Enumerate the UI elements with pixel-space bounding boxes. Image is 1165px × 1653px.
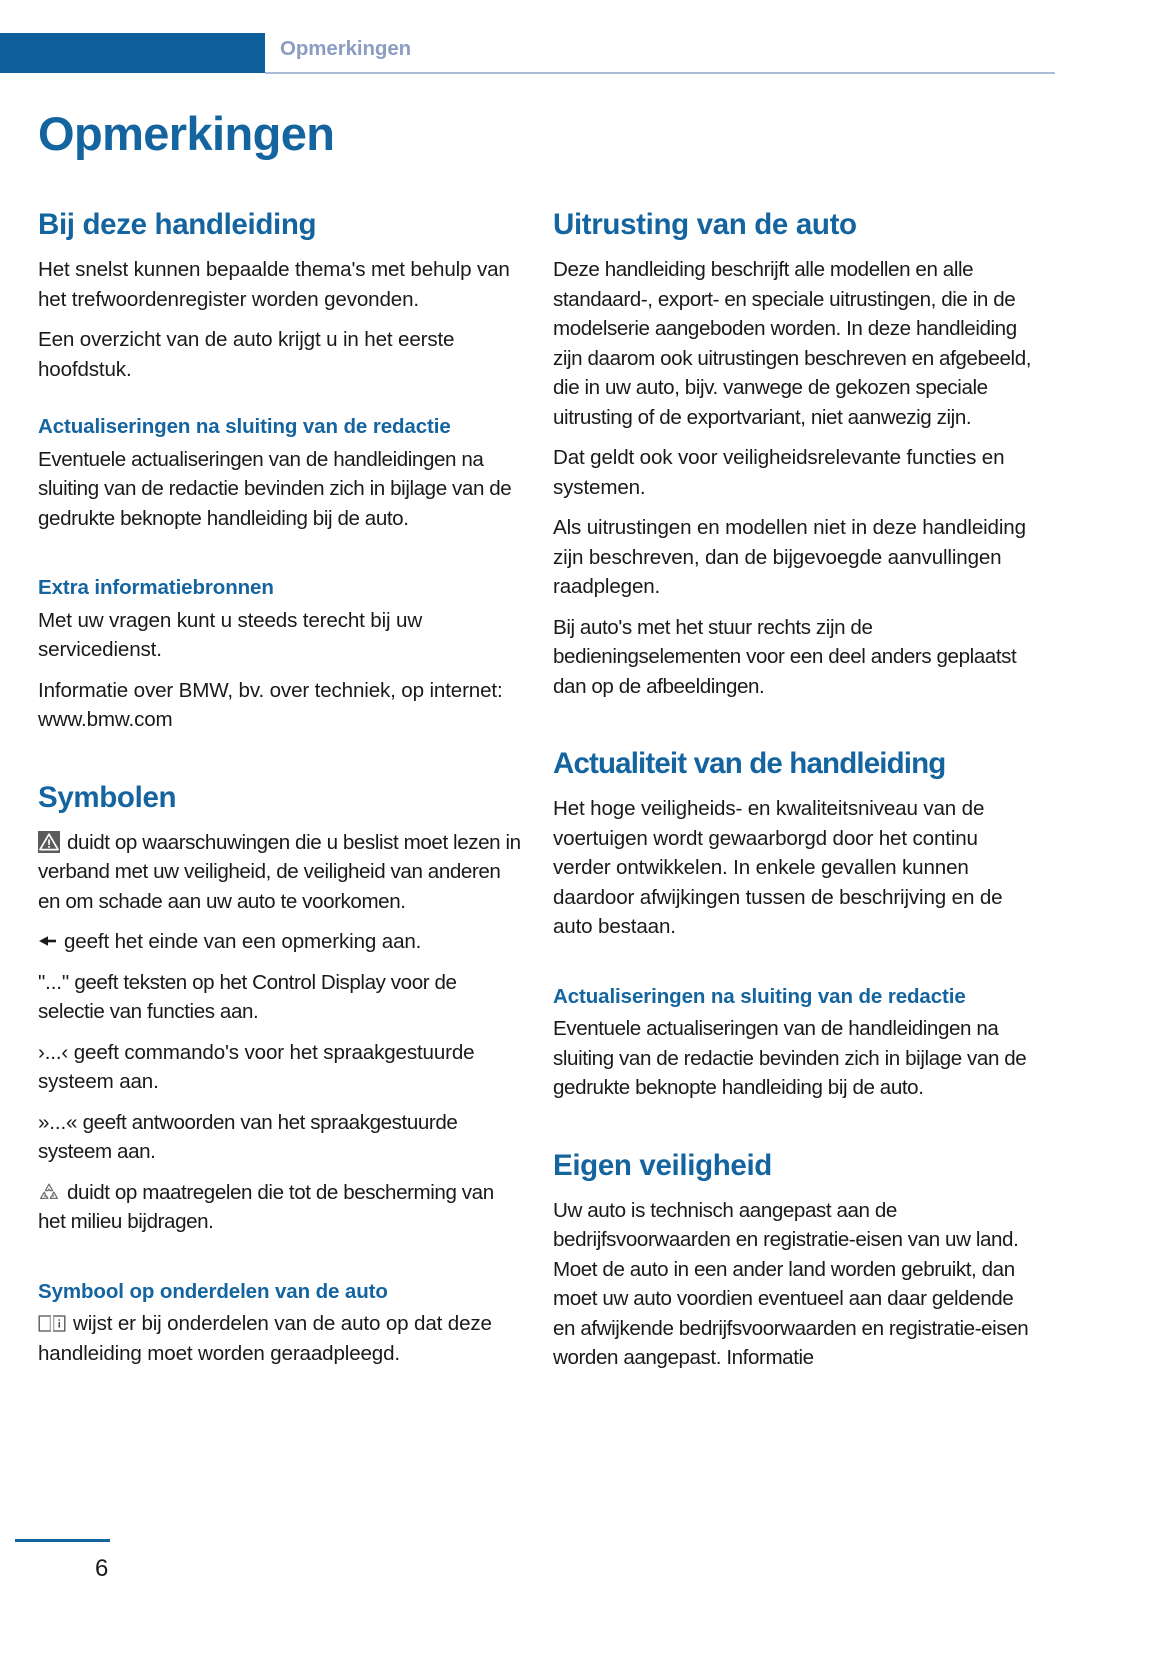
running-header-rule <box>265 72 1055 74</box>
paragraph: Uw auto is technisch aangepast aan de bedrijfsvoorwaarden en registratie-eisen van uw land. Moet de auto in een ander land worden gebruikt, dan moet uw auto voordien eventueel aan daar geldende en afwijkende bedrijfsvoorwaarden en registratie-eisen worden aangepast. Informatie <box>553 1198 1029 1369</box>
spacer <box>38 395 523 414</box>
section-heading: Bij deze handleiding <box>38 208 317 241</box>
paragraph: Eventuele actualiseringen van de handleidingen na sluiting van de redactie bevinden zich in bijlage van de gedrukte beknopte handleiding bij de auto. <box>38 447 512 530</box>
spacer <box>553 953 1038 984</box>
double-quote-glyph: "..." <box>38 970 70 994</box>
spacer <box>38 1248 523 1279</box>
double-guillemet-glyph: »...« <box>38 1110 78 1134</box>
open-book-info-icon <box>38 1313 66 1334</box>
symbol-text: duidt op waarschuwingen die u beslist moet lezen in verband met uw veiligheid, de veiligheid van anderen en om schade aan uw auto te voorkomen. <box>38 830 521 913</box>
section-heading: Actualiteit van de handleiding <box>553 747 946 780</box>
section-symbolen <box>38 781 523 1369</box>
paragraph: Eventuele actualiseringen van de handleidingen na sluiting van de redactie bevinden zich in bijlage van de gedrukte beknopte handleiding bij de auto. <box>553 1017 1027 1099</box>
symbol-list-item <box>38 927 523 957</box>
symbol-list-item <box>38 968 523 1027</box>
subsection-heading: Actualiseringen na sluiting van de redactie <box>38 415 451 438</box>
subsection-heading: Actualiseringen na sluiting van de redactie <box>553 984 966 1008</box>
section-bij-deze-handleiding <box>38 208 523 735</box>
symbol-text: geeft teksten op het Control Display voor de selectie van functies aan. <box>38 970 457 1023</box>
symbol-list-item <box>38 1178 523 1237</box>
spacer <box>38 544 523 575</box>
paragraph: Het hoge veiligheids- en kwaliteitsniveau van de voertuigen wordt gewaarborgd door het continu verder ontwikkelen. In enkele gevallen kunnen daardoor afwijkingen tussen de beschrijving en de auto bestaan. <box>553 797 1003 938</box>
symbol-list-item <box>38 1309 523 1368</box>
symbol-list-item <box>38 1108 523 1167</box>
paragraph: Bij auto's met het stuur rechts zijn de bedieningselementen voor een deel anders geplaatst dan op de afbeeldingen. <box>553 615 1017 698</box>
section-uitrusting-van-de-auto <box>553 208 1038 701</box>
symbol-text: geeft commando's voor het spraakgestuurde systeem aan. <box>38 1040 475 1093</box>
symbol-text: wijst er bij onderdelen van de auto op dat deze handleiding moet worden geraadpleegd. <box>38 1312 492 1365</box>
symbol-text: geeft antwoorden van het spraakgestuurde systeem aan. <box>38 1110 458 1163</box>
section-heading: Eigen veiligheid <box>553 1148 772 1182</box>
symbol-list-item <box>38 828 523 917</box>
paragraph: Het snelst kunnen bepaalde thema's met behulp van het trefwoordenregister worden gevonden. <box>38 258 510 311</box>
paragraph: Met uw vragen kunt u steeds terecht bij uw servicedienst. <box>38 608 423 661</box>
section-actualiteit-van-de-handleiding <box>553 747 1038 1103</box>
symbol-text: geeft het einde van een opmerking aan. <box>64 930 422 953</box>
spacer <box>553 1103 1038 1149</box>
single-guillemet-glyph: ›...‹ <box>38 1040 69 1064</box>
spacer <box>553 701 1038 747</box>
subsection-heading: Symbool op onderdelen van de auto <box>38 1279 388 1303</box>
paragraph: Een overzicht van de auto krijgt u in het eerste hoofdstuk. <box>38 328 455 381</box>
warning-triangle-icon <box>38 831 60 853</box>
left-column <box>38 208 523 1379</box>
page-title: Opmerkingen <box>38 107 335 160</box>
paragraph: Deze handleiding beschrijft alle modellen en alle standaard-, export- en speciale uitrustingen, die in de modelserie aangeboden worden. In deze handleiding zijn daarom ook uitrustingen beschreven en afgebeeld, die in uw auto, bijv. vanwege de gekozen speciale uitrusting of de exportvariant, niet aanwezig zijn. <box>553 258 1032 429</box>
end-of-note-marker-icon <box>38 934 57 948</box>
chapter-tab-block <box>0 33 265 73</box>
running-header <box>0 33 1165 73</box>
paragraph: Dat geldt ook voor veiligheidsrelevante functies en systemen. <box>553 446 1005 499</box>
section-eigen-veiligheid <box>553 1149 1038 1373</box>
symbol-text: duidt op maatregelen die tot de bescherming van het milieu bijdragen. <box>38 1180 494 1233</box>
section-heading: Uitrusting van de auto <box>553 208 857 241</box>
right-column <box>553 208 1038 1373</box>
spacer <box>38 735 523 781</box>
page-number: 6 <box>95 1555 109 1582</box>
recycle-icon <box>38 1182 60 1203</box>
paragraph: Als uitrustingen en modellen niet in deze handleiding zijn beschreven, dan de bijgevoegde aanvullingen raadplegen. <box>553 516 1026 598</box>
subsection-heading: Extra informatiebronnen <box>38 576 274 599</box>
section-heading: Symbolen <box>38 780 177 814</box>
footer-rule <box>15 1539 110 1542</box>
running-header-title: Opmerkingen <box>280 37 412 60</box>
paragraph: Informatie over BMW, bv. over techniek, op internet: www.bmw.com <box>38 678 503 731</box>
symbol-list-item <box>38 1038 523 1097</box>
